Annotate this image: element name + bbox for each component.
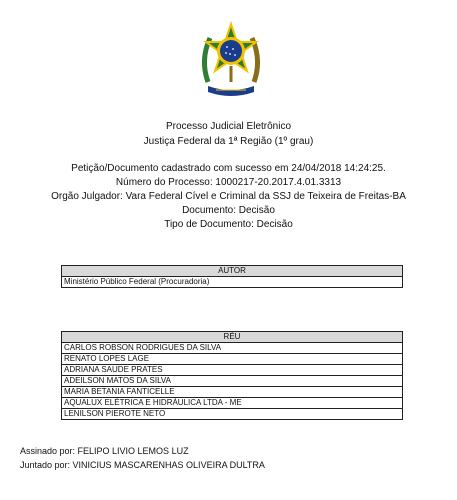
judging-body: Orgão Julgador: Vara Federal Cível e Criminal da SSJ de Teixeira de Freitas-BA bbox=[51, 191, 406, 202]
reu-name: LENILSON PIEROTE NETO bbox=[62, 409, 403, 420]
reu-name: MARIA BETANIA FANTICELLE bbox=[62, 387, 403, 398]
reu-name: CARLOS ROBSON RODRIGUES DA SILVA bbox=[62, 343, 403, 354]
reu-name: ADRIANA SAUDE PRATES bbox=[62, 365, 403, 376]
table-row bbox=[62, 365, 403, 376]
table-row bbox=[62, 387, 403, 398]
reu-header: RÉU bbox=[62, 332, 403, 343]
table-row bbox=[62, 409, 403, 420]
table-row bbox=[62, 354, 403, 365]
table-row bbox=[62, 277, 403, 288]
reu-table bbox=[61, 331, 403, 420]
court-region: Justiça Federal da 1ª Região (1º grau) bbox=[143, 136, 314, 147]
reu-name: ADEILSON MATOS DA SILVA bbox=[62, 376, 403, 387]
document-type: Tipo de Documento: Decisão bbox=[164, 219, 293, 230]
reu-name: AQUALUX ELÉTRICA E HIDRÁULICA LTDA - ME bbox=[62, 398, 403, 409]
table-row bbox=[62, 343, 403, 354]
table-row bbox=[62, 398, 403, 409]
process-number: Número do Processo: 1000217-20.2017.4.01.3313 bbox=[115, 177, 342, 188]
attached-by: Juntado por: VINICIUS MASCARENHAS OLIVEIRA DULTRA bbox=[20, 460, 265, 470]
autor-header: AUTOR bbox=[62, 266, 403, 277]
table-row bbox=[62, 376, 403, 387]
signed-by: Assinado por: FELIPO LIVIO LEMOS LUZ bbox=[20, 446, 189, 456]
registration-notice: Petição/Documento cadastrado com sucesso em 24/04/2018 14:24:25. bbox=[71, 163, 386, 174]
document-name: Documento: Decisão bbox=[182, 205, 275, 216]
autor-table bbox=[61, 265, 403, 288]
reu-name: RENATO LOPES LAGE bbox=[62, 354, 403, 365]
system-title: Processo Judicial Eletrônico bbox=[165, 121, 292, 132]
coat-of-arms-icon bbox=[196, 20, 266, 106]
autor-name: Ministério Público Federal (Procuradoria) bbox=[62, 277, 403, 288]
